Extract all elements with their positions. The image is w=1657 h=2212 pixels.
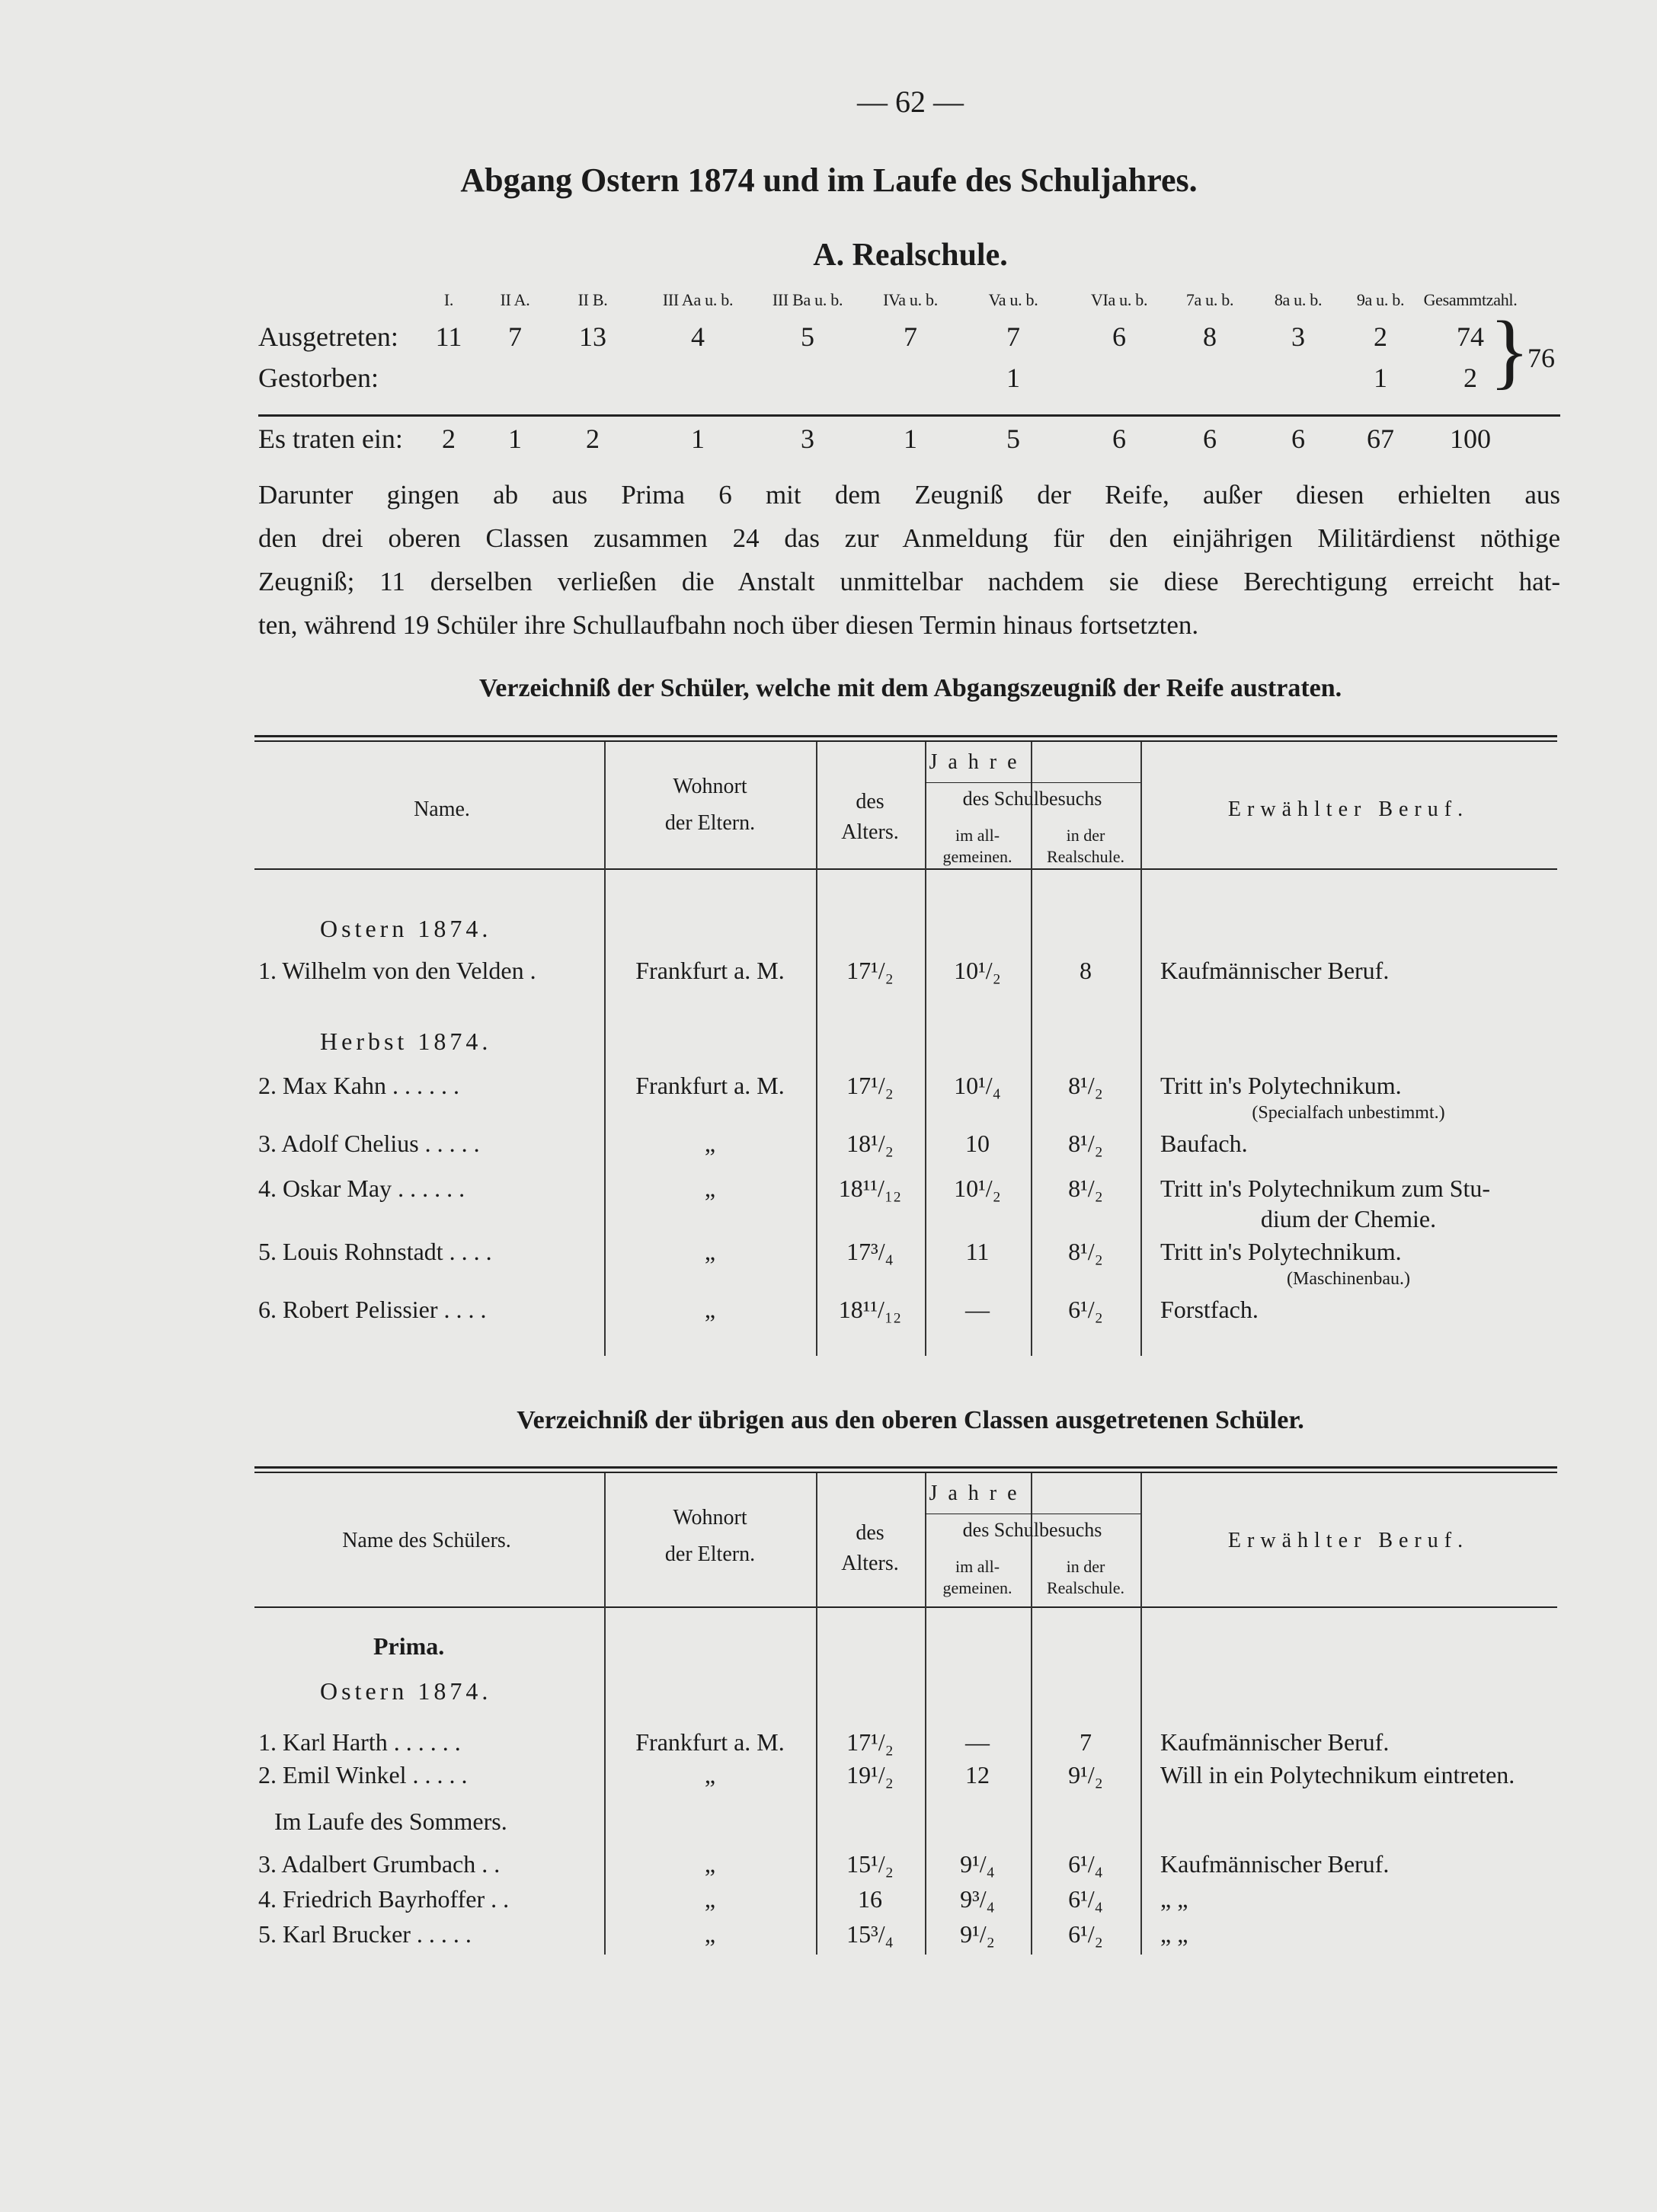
residence: Frankfurt a. M.: [635, 1072, 785, 1099]
header-residence: Wohnort: [673, 775, 747, 798]
cell-value: 7: [508, 321, 522, 352]
column-header: III Ba u. b.: [772, 290, 843, 309]
header-age: Alters.: [841, 820, 899, 844]
cell-value: 1: [508, 424, 522, 454]
years-realschule: 7: [1080, 1728, 1092, 1756]
student-name: 5. Louis Rohnstadt . . . .: [258, 1238, 492, 1265]
cell-value: 67: [1367, 424, 1394, 454]
paragraph-line: den drei oberen Classen zusammen 24 das zur Anmeldung für den einjährigen Militärdienst nöthige: [258, 523, 1560, 553]
career: „ „: [1160, 1920, 1188, 1948]
age: 18¹/₂: [846, 1130, 894, 1157]
header-residence: der Eltern.: [664, 1542, 756, 1566]
header-age: des: [856, 790, 884, 814]
paragraph-line: Darunter gingen ab aus Prima 6 mit dem Zeugniß der Reife, außer diesen erhielten aus: [258, 480, 1560, 510]
header-rule: [254, 1606, 1557, 1608]
residence: Frankfurt a. M.: [635, 957, 785, 984]
table-heading: Verzeichniß der Schüler, welche mit dem Abgangszeugniß der Reife austraten.: [478, 674, 1342, 702]
paragraph-line: Zeugniß; 11 derselben verließen die Anstalt unmittelbar nachdem sie diese Berechtigung erreicht hat-: [258, 567, 1560, 596]
years-general: 9¹/₂: [960, 1920, 995, 1948]
age: 17¹/₂: [846, 957, 894, 984]
column-rule: [604, 1473, 606, 1955]
cell-value: 1: [1374, 363, 1387, 393]
career: Baufach.: [1160, 1130, 1248, 1157]
cell-value: 6: [1112, 321, 1126, 352]
student-name: 3. Adalbert Grumbach . .: [258, 1850, 501, 1878]
cell-value: 3: [1291, 321, 1305, 352]
header-years: Jahre: [929, 750, 1028, 774]
years-general: 12: [965, 1761, 990, 1788]
column-header: 8a u. b.: [1274, 290, 1323, 309]
column-rule: [1031, 1473, 1032, 1955]
header-rule: [254, 868, 1557, 870]
career-note: (Specialfach unbestimmt.): [1252, 1103, 1445, 1123]
age: 17¹/₂: [846, 1728, 894, 1756]
residence: „: [704, 1130, 716, 1157]
header-realschule: in der: [1066, 1557, 1105, 1576]
cell-value: 6: [1112, 424, 1126, 454]
cell-value: 100: [1450, 424, 1491, 454]
column-header: Va u. b.: [988, 290, 1038, 309]
header-residence: der Eltern.: [664, 811, 756, 835]
row-label: Ausgetreten:: [258, 321, 398, 352]
class-label: Prima.: [373, 1632, 445, 1660]
header-residence: Wohnort: [673, 1506, 747, 1530]
cell-value: 4: [691, 321, 705, 352]
column-header: 7a u. b.: [1185, 290, 1234, 309]
years-realschule: 6¹/₄: [1068, 1850, 1103, 1878]
column-rule: [604, 742, 606, 1356]
column-rule: [1140, 742, 1142, 1356]
age: 15³/₄: [846, 1920, 894, 1948]
column-header: Gesammtzahl.: [1423, 290, 1518, 309]
cell-value: 7: [904, 321, 917, 352]
cell-value: 3: [801, 424, 814, 454]
years-general: 10¹/₂: [954, 957, 1001, 984]
cell-value: 5: [801, 321, 814, 352]
header-general: im all-: [955, 826, 1000, 845]
header-attendance: des Schulbesuchs: [962, 788, 1102, 810]
residence: „: [704, 1885, 716, 1913]
residence: „: [704, 1296, 716, 1323]
age: 17³/₄: [846, 1238, 894, 1265]
column-header: III Aa u. b.: [662, 290, 734, 309]
career: Kaufmännischer Beruf.: [1160, 1850, 1390, 1878]
years-general: 10¹/₄: [954, 1072, 1001, 1099]
cell-value: 5: [1006, 424, 1020, 454]
career: Tritt in's Polytechnikum.: [1160, 1072, 1402, 1099]
career: Tritt in's Polytechnikum zum Stu-: [1160, 1175, 1491, 1202]
page-number: — 62 —: [857, 85, 964, 119]
header-general: gemeinen.: [942, 847, 1012, 866]
residence: „: [704, 1761, 716, 1788]
cell-value: 6: [1291, 424, 1305, 454]
divider-line: [258, 414, 1560, 417]
years-realschule: 6¹/₂: [1068, 1920, 1103, 1948]
age: 17¹/₂: [846, 1072, 894, 1099]
table-heading: Verzeichniß der übrigen aus den oberen Classen ausgetretenen Schüler.: [517, 1406, 1304, 1434]
years-realschule: 6¹/₄: [1068, 1885, 1103, 1913]
header-name: Name.: [414, 798, 470, 821]
career-note: dium der Chemie.: [1260, 1205, 1437, 1232]
table-top-rule: [254, 735, 1557, 737]
row-label: Gestorben:: [258, 363, 379, 393]
years-realschule: 8: [1080, 957, 1092, 984]
years-general: 9¹/₄: [960, 1850, 995, 1878]
career: „ „: [1160, 1885, 1188, 1913]
student-name: 2. Emil Winkel . . . . .: [258, 1761, 468, 1788]
age: 19¹/₂: [846, 1761, 894, 1788]
cell-value: 13: [579, 321, 606, 352]
section-label: Ostern 1874.: [320, 1677, 492, 1705]
header-general: gemeinen.: [942, 1578, 1012, 1597]
student-name: 1. Wilhelm von den Velden .: [258, 957, 536, 984]
years-realschule: 6¹/₂: [1068, 1296, 1103, 1323]
row-label: Es traten ein:: [258, 424, 403, 454]
cell-value: 2: [586, 424, 600, 454]
career: Kaufmännischer Beruf.: [1160, 957, 1390, 984]
cell-value: 2: [1374, 321, 1387, 352]
paragraph-line: ten, während 19 Schüler ihre Schullaufbahn noch über diesen Termin hinaus fortsetzten.: [258, 610, 1199, 640]
age: 18¹¹/₁₂: [838, 1296, 902, 1323]
student-name: 5. Karl Brucker . . . . .: [258, 1920, 472, 1948]
header-realschule: in der: [1066, 826, 1105, 845]
column-rule: [816, 742, 817, 1356]
column-rule: [925, 1473, 926, 1955]
years-general: —: [965, 1296, 990, 1323]
column-rule: [1140, 1473, 1142, 1955]
header-attendance: des Schulbesuchs: [962, 1519, 1102, 1541]
column-header: VIa u. b.: [1090, 290, 1148, 309]
header-realschule: Realschule.: [1046, 1578, 1125, 1597]
student-name: 4. Oskar May . . . . . .: [258, 1175, 465, 1202]
column-header: II B.: [577, 290, 608, 309]
header-years: Jahre: [929, 1482, 1028, 1505]
table-top-rule: [254, 740, 1557, 742]
cell-value: 1: [691, 424, 705, 454]
section-heading-realschule: A. Realschule.: [813, 238, 1008, 273]
student-name: 4. Friedrich Bayrhoffer . .: [258, 1885, 510, 1913]
header-age: Alters.: [841, 1552, 899, 1575]
cell-value: 2: [442, 424, 456, 454]
age: 16: [858, 1885, 882, 1913]
header-career: Erwählter Beruf.: [1227, 798, 1470, 821]
residence: „: [704, 1175, 716, 1202]
column-rule: [816, 1473, 817, 1955]
residence: Frankfurt a. M.: [635, 1728, 785, 1756]
cell-value: 2: [1463, 363, 1477, 393]
years-general: 9³/₄: [960, 1885, 995, 1913]
column-rule: [925, 742, 926, 1356]
header-name: Name des Schülers.: [342, 1529, 511, 1552]
years-realschule: 8¹/₂: [1068, 1238, 1103, 1265]
student-name: 2. Max Kahn . . . . . .: [258, 1072, 459, 1099]
career: Kaufmännischer Beruf.: [1160, 1728, 1390, 1756]
header-realschule: Realschule.: [1046, 847, 1125, 866]
years-realschule: 9¹/₂: [1068, 1761, 1103, 1788]
career-note: (Maschinenbau.): [1287, 1269, 1410, 1289]
summary-paragraph: [258, 480, 1560, 654]
column-header: IVa u. b.: [883, 290, 938, 309]
brace-total: 76: [1527, 343, 1555, 373]
cell-value: 6: [1203, 424, 1217, 454]
table-top-rule: [254, 1466, 1557, 1469]
cell-value: 1: [904, 424, 917, 454]
years-realschule: 8¹/₂: [1068, 1130, 1103, 1157]
column-header: I.: [443, 290, 454, 309]
student-name: 3. Adolf Chelius . . . . .: [258, 1130, 480, 1157]
cell-value: 1: [1006, 363, 1020, 393]
header-age: des: [856, 1521, 884, 1545]
residence: „: [704, 1850, 716, 1878]
years-realschule: 8¹/₂: [1068, 1072, 1103, 1099]
brace: }: [1489, 304, 1530, 397]
cell-value: 11: [435, 321, 462, 352]
age: 15¹/₂: [846, 1850, 894, 1878]
column-rule: [1031, 742, 1032, 1356]
years-general: —: [965, 1728, 990, 1756]
residence: „: [704, 1238, 716, 1265]
student-name: 1. Karl Harth . . . . . .: [258, 1728, 461, 1756]
table-top-rule: [254, 1472, 1557, 1473]
column-header: II A.: [500, 290, 530, 309]
student-name: 6. Robert Pelissier . . . .: [258, 1296, 487, 1323]
cell-value: 74: [1457, 321, 1484, 352]
years-general: 10¹/₂: [954, 1175, 1001, 1202]
career: Will in ein Polytechnikum eintreten.: [1160, 1761, 1515, 1788]
page-title: Abgang Ostern 1874 und im Laufe des Schuljahres.: [460, 161, 1198, 199]
residence: „: [704, 1920, 716, 1948]
section-label: Herbst 1874.: [320, 1028, 492, 1055]
career: Forstfach.: [1160, 1296, 1259, 1323]
years-rule: [925, 782, 1140, 783]
cell-value: 7: [1006, 321, 1020, 352]
header-career: Erwählter Beruf.: [1227, 1529, 1470, 1552]
years-realschule: 8¹/₂: [1068, 1175, 1103, 1202]
header-general: im all-: [955, 1557, 1000, 1576]
column-header: 9a u. b.: [1356, 290, 1405, 309]
section-label: Ostern 1874.: [320, 915, 492, 942]
age: 18¹¹/₁₂: [838, 1175, 902, 1202]
career: Tritt in's Polytechnikum.: [1160, 1238, 1402, 1265]
years-general: 11: [965, 1238, 990, 1265]
cell-value: 8: [1203, 321, 1217, 352]
subsection-label: Im Laufe des Sommers.: [274, 1808, 507, 1835]
years-general: 10: [965, 1130, 990, 1157]
